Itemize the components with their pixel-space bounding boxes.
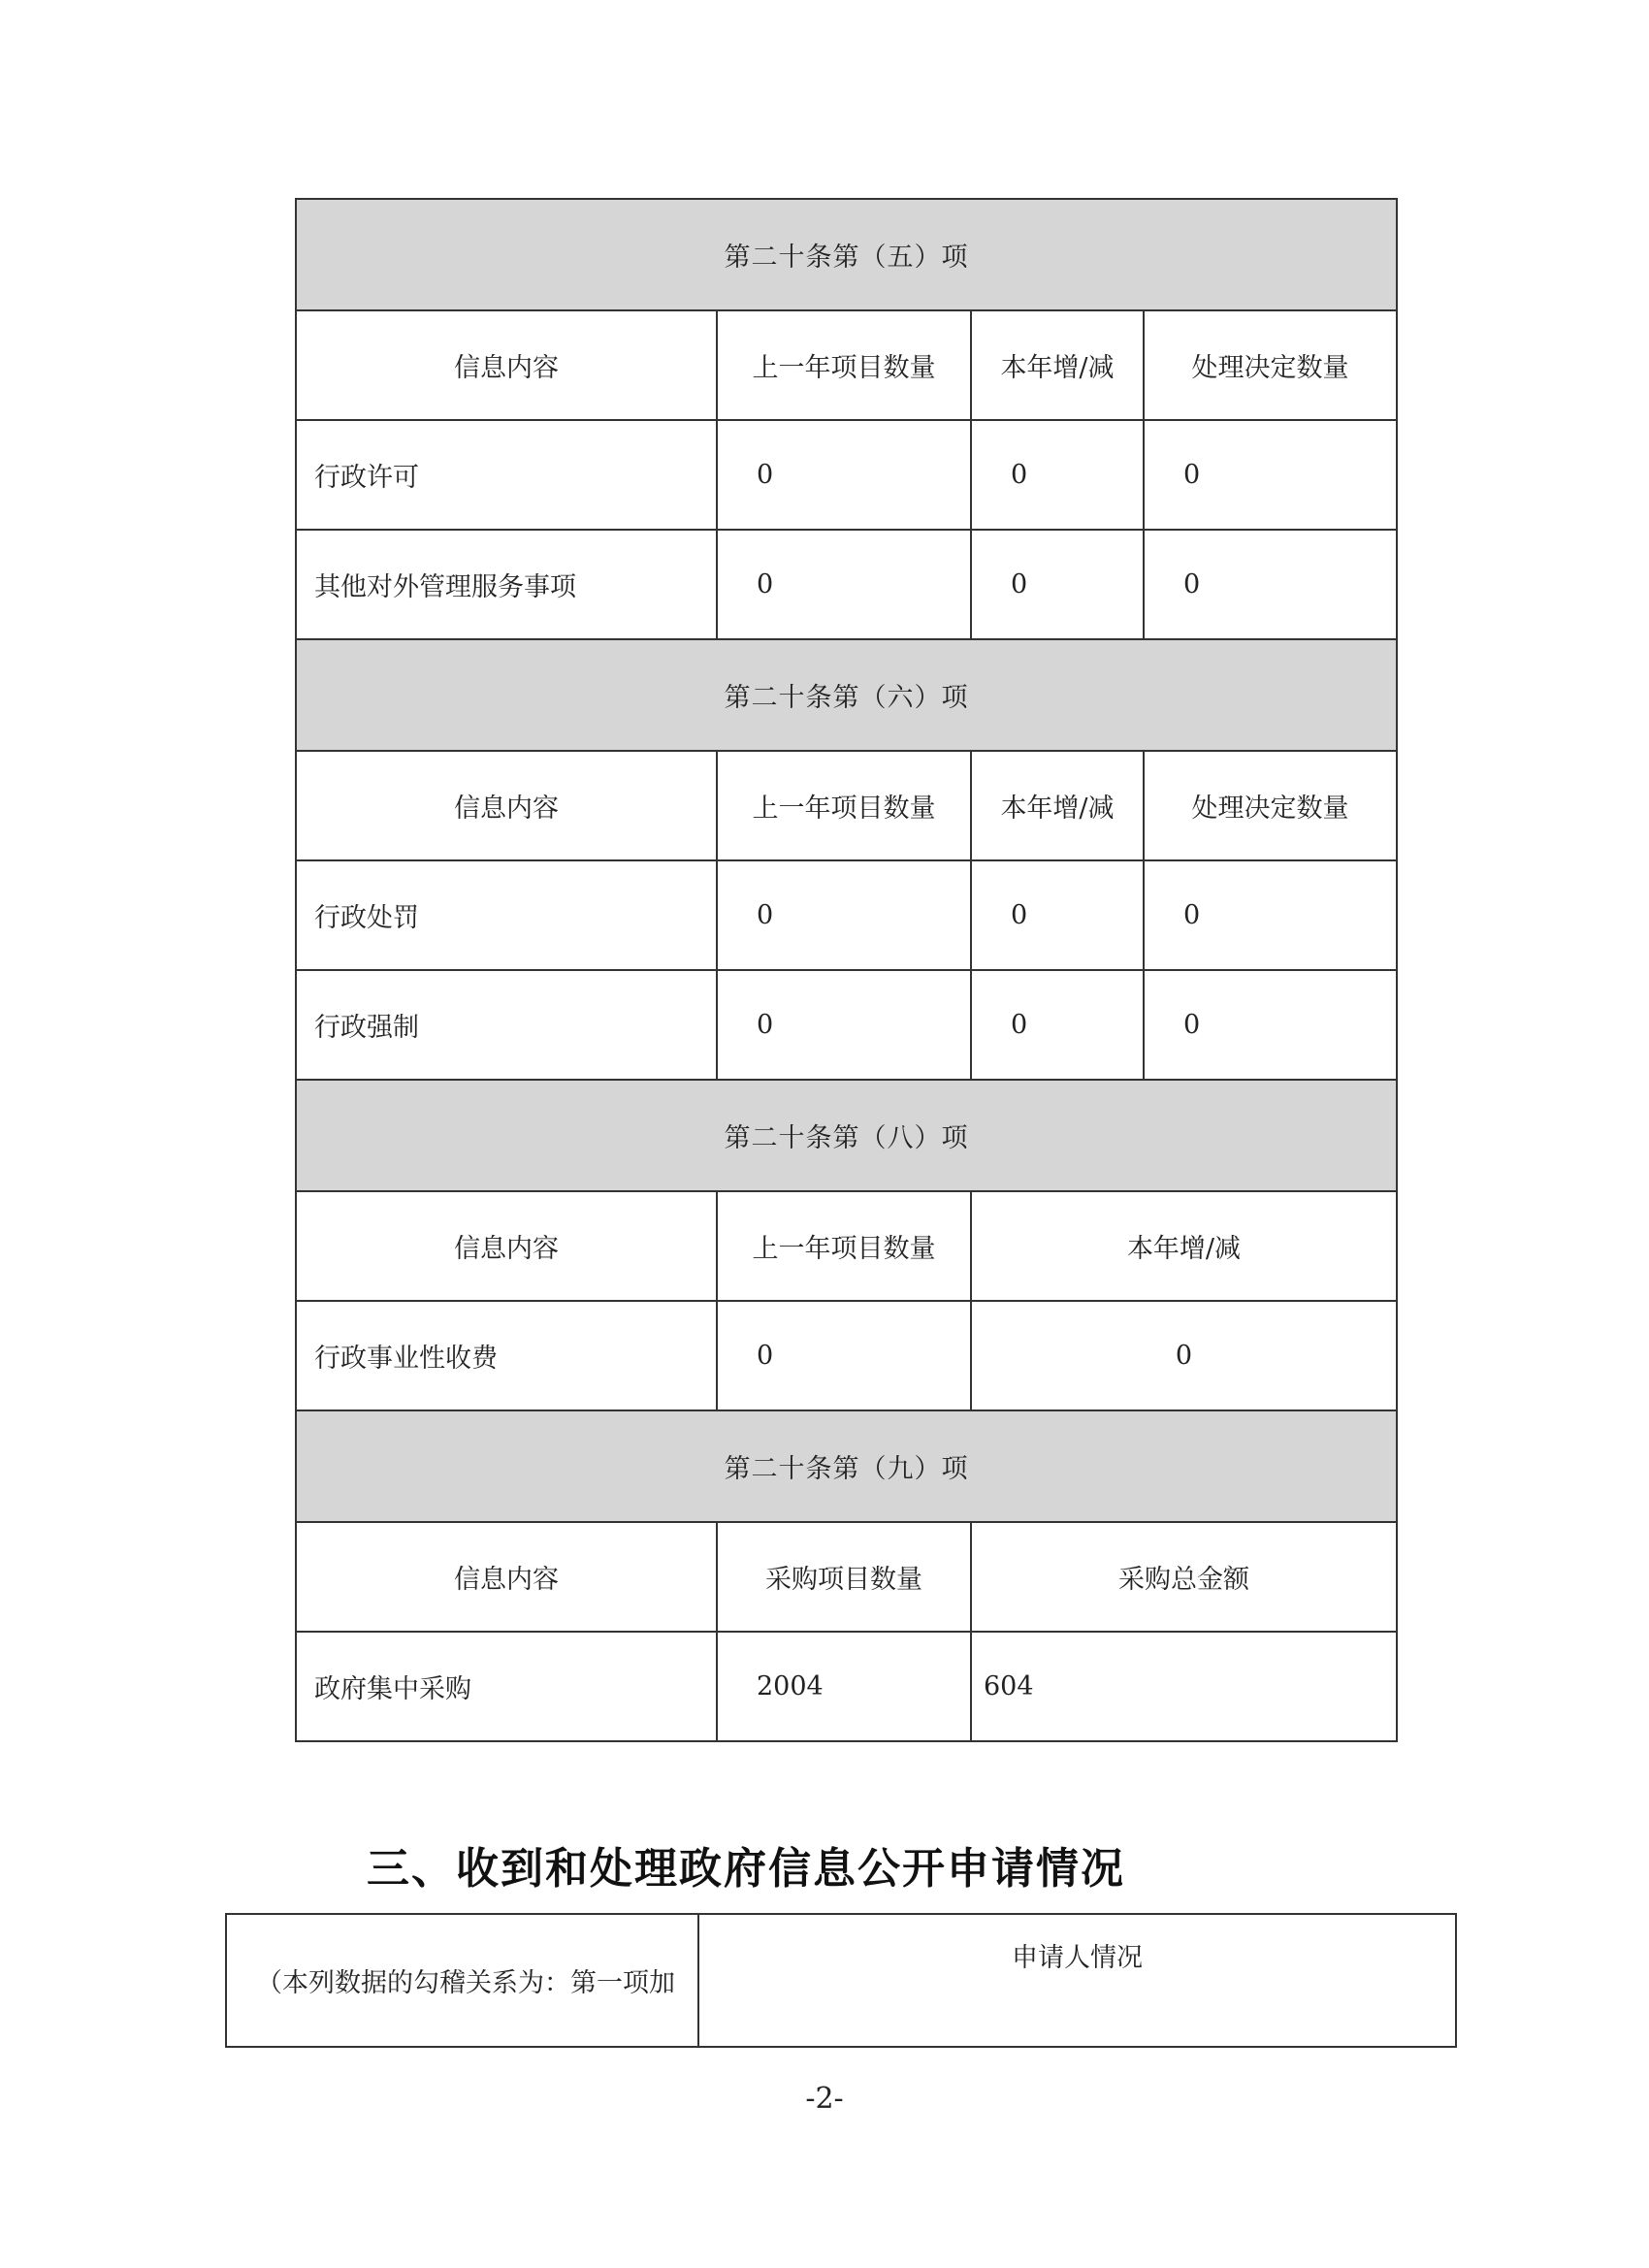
section-heading: 三、收到和处理政府信息公开申请情况 bbox=[367, 1844, 1125, 1894]
cell-value: 0 bbox=[971, 530, 1144, 639]
cell-value: 0 bbox=[1144, 970, 1397, 1080]
cell-value: 0 bbox=[717, 530, 971, 639]
section-header-row bbox=[296, 639, 1397, 751]
column-header-row bbox=[296, 1522, 1397, 1632]
header-prev-year-count: 上一年项目数量 bbox=[717, 1191, 971, 1301]
applicant-header: 申请人情况 bbox=[698, 1914, 1456, 2047]
table-row bbox=[296, 970, 1397, 1080]
section-header-row bbox=[296, 1410, 1397, 1522]
relation-note: （本列数据的勾稽关系为：第一项加 bbox=[226, 1914, 698, 2047]
cell-value: 0 bbox=[971, 970, 1144, 1080]
column-header-row bbox=[296, 1191, 1397, 1301]
cell-value: 0 bbox=[717, 1301, 971, 1410]
header-info-content: 信息内容 bbox=[296, 751, 717, 860]
section-title: 第二十条第（五）项 bbox=[296, 199, 1397, 310]
header-prev-year-count: 上一年项目数量 bbox=[717, 310, 971, 420]
table-row bbox=[296, 530, 1397, 639]
table-row bbox=[296, 1301, 1397, 1410]
section-header-row bbox=[296, 1080, 1397, 1191]
header-info-content: 信息内容 bbox=[296, 1191, 717, 1301]
cell-value: 0 bbox=[717, 860, 971, 970]
row-label: 行政处罚 bbox=[296, 860, 717, 970]
cell-value: 2004 bbox=[717, 1632, 971, 1741]
header-year-change: 本年增/减 bbox=[971, 310, 1144, 420]
header-purchase-total: 采购总金额 bbox=[971, 1522, 1397, 1632]
disclosure-table bbox=[295, 198, 1398, 1742]
table-row bbox=[226, 1914, 1456, 2047]
header-purchase-count: 采购项目数量 bbox=[717, 1522, 971, 1632]
header-info-content: 信息内容 bbox=[296, 1522, 717, 1632]
page-number: -2- bbox=[805, 2082, 844, 2116]
row-label: 行政事业性收费 bbox=[296, 1301, 717, 1410]
row-label: 其他对外管理服务事项 bbox=[296, 530, 717, 639]
section-header-row bbox=[296, 199, 1397, 310]
section-title: 第二十条第（九）项 bbox=[296, 1410, 1397, 1522]
row-label: 政府集中采购 bbox=[296, 1632, 717, 1741]
cell-value: 0 bbox=[971, 420, 1144, 530]
column-header-row bbox=[296, 310, 1397, 420]
row-label: 行政强制 bbox=[296, 970, 717, 1080]
cell-value: 0 bbox=[971, 1301, 1397, 1410]
section-title: 第二十条第（八）项 bbox=[296, 1080, 1397, 1191]
header-year-change: 本年增/减 bbox=[971, 1191, 1397, 1301]
header-info-content: 信息内容 bbox=[296, 310, 717, 420]
cell-value: 0 bbox=[971, 860, 1144, 970]
application-table bbox=[225, 1913, 1457, 2048]
cell-value: 0 bbox=[1144, 420, 1397, 530]
header-decision-count: 处理决定数量 bbox=[1144, 751, 1397, 860]
cell-value: 0 bbox=[717, 970, 971, 1080]
column-header-row bbox=[296, 751, 1397, 860]
cell-value: 604 bbox=[971, 1632, 1397, 1741]
table-row bbox=[296, 420, 1397, 530]
table-row bbox=[296, 860, 1397, 970]
header-prev-year-count: 上一年项目数量 bbox=[717, 751, 971, 860]
cell-value: 0 bbox=[717, 420, 971, 530]
table-row bbox=[296, 1632, 1397, 1741]
row-label: 行政许可 bbox=[296, 420, 717, 530]
cell-value: 0 bbox=[1144, 860, 1397, 970]
header-decision-count: 处理决定数量 bbox=[1144, 310, 1397, 420]
cell-value: 0 bbox=[1144, 530, 1397, 639]
section-title: 第二十条第（六）项 bbox=[296, 639, 1397, 751]
header-year-change: 本年增/减 bbox=[971, 751, 1144, 860]
